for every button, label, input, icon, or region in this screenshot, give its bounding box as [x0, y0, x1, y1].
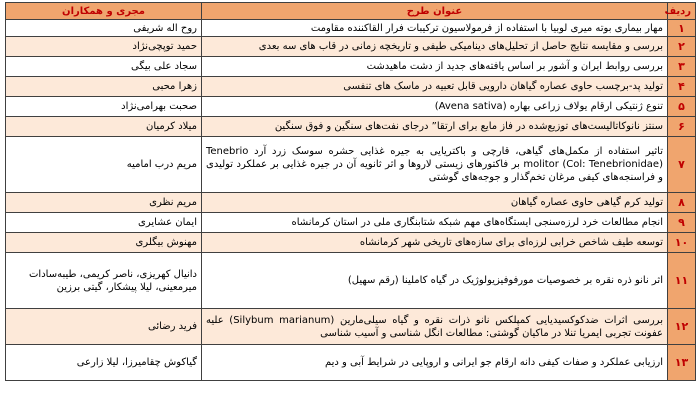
row-title: مهار بیماری بوته میری لوبیا با استفاده از فرمولاسیون ترکیبات فرار القاکننده مقاومت — [202, 20, 668, 37]
header-title: عنوان طرح — [202, 3, 668, 20]
table-row — [6, 253, 696, 309]
row-team: ایمان عشایری — [6, 213, 202, 233]
table-row — [6, 345, 696, 381]
row-num: ۵ — [668, 97, 696, 117]
table-header-row — [6, 3, 696, 20]
projects-table-container — [5, 2, 695, 381]
row-num: ۹ — [668, 213, 696, 233]
table-row — [6, 37, 696, 57]
row-team: مریم درب امامیه — [6, 137, 202, 193]
row-title: تاثیر استفاده از مکمل‌های گیاهی، قارچی و باکتریایی به جیره غذایی حشره سوسک زرد آرد Tenebrio molitor (Col: Tenebrionidae) بر فاکتورهای زیستی لاروها و اثر ثانویه آن در جیره غذایی بر عملکرد تولیدی و فراسنجه‌های کیفی مرغان تخم‌گذار و جوجه‌های گوشتی — [202, 137, 668, 193]
row-num: ۴ — [668, 77, 696, 97]
row-num: ۶ — [668, 117, 696, 137]
row-team: دانیال کهریزی، ناصر کریمی، طیبه‌سادات میرمعینی، لیلا پیشکار، گیتی برزین — [6, 253, 202, 309]
row-num: ۱۲ — [668, 309, 696, 345]
row-team: حمید توپچی‌نژاد — [6, 37, 202, 57]
table-row — [6, 117, 696, 137]
row-team: مریم نظری — [6, 193, 202, 213]
row-team: زهرا محبی — [6, 77, 202, 97]
row-team: سجاد علی بیگی — [6, 57, 202, 77]
row-team: صحبت بهرامی‌نژاد — [6, 97, 202, 117]
row-title: بررسی اثرات ضدکوکسیدیایی کمپلکس نانو ذرات نقره و گیاه سیلی‌مارین (Silybum marianum) علیه عفونت تجربی ایمریا تنلا در ماکیان گوشتی: مطالعات انگل شناسی و آسیب شناسی — [202, 309, 668, 345]
row-num: ۱۱ — [668, 253, 696, 309]
row-team: میلاد کرمیان — [6, 117, 202, 137]
table-row — [6, 137, 696, 193]
row-title: تنوع ژنتیکی ارقام یولاف زراعی بهاره (Avena sativa) — [202, 97, 668, 117]
header-team: مجری و همکاران — [6, 3, 202, 20]
row-num: ۸ — [668, 193, 696, 213]
table-row — [6, 57, 696, 77]
table-row — [6, 77, 696, 97]
row-num: ۷ — [668, 137, 696, 193]
header-num: ردیف — [668, 3, 696, 20]
table-row — [6, 97, 696, 117]
row-title: بررسی و مقایسه نتایج حاصل از تحلیل‌های دینامیکی طیفی و تاریخچه زمانی در قاب های سه بعدی — [202, 37, 668, 57]
row-num: ۱۳ — [668, 345, 696, 381]
table-row — [6, 193, 696, 213]
table-row — [6, 233, 696, 253]
row-num: ۱۰ — [668, 233, 696, 253]
row-team: گیاکوش چقامیرزا، لیلا زارعی — [6, 345, 202, 381]
row-title: اثر نانو ذره نقره بر خصوصیات مورفوفیزیولوژیک در گیاه کاملینا (رقم سهیل) — [202, 253, 668, 309]
row-title: بررسی روابط ایران و آشور بر اساس یافته‌های جدید از دشت ماهیدشت — [202, 57, 668, 77]
table-row — [6, 213, 696, 233]
table-row — [6, 309, 696, 345]
row-title: انجام مطالعات خرد لرزه‌سنجی ایستگاه‌های مهم شبکه شتابنگاری ملی در استان کرمانشاه — [202, 213, 668, 233]
row-title: تولید پد-برچسب حاوی عصاره گیاهان دارویی قابل تعبیه در ماسک های تنفسی — [202, 77, 668, 97]
row-title: سنتز نانوکاتالیست‌های توزیع‌شده در فاز مایع برای ارتقا” درجای نفت‌های سنگین و فوق سنگین — [202, 117, 668, 137]
table-row — [6, 20, 696, 37]
row-team: مهنوش بیگلری — [6, 233, 202, 253]
row-title: ارزیابی عملکرد و صفات کیفی دانه ارقام جو ایرانی و اروپایی در شرایط آبی و دیم — [202, 345, 668, 381]
row-title: تولید کرم گیاهی حاوی عصاره گیاهان — [202, 193, 668, 213]
row-team: فرید رضائی — [6, 309, 202, 345]
row-title: توسعه طیف شاخص خرابی لرزه‌ای برای سازه‌های تاریخی شهر کرمانشاه — [202, 233, 668, 253]
row-num: ۱ — [668, 20, 696, 37]
row-num: ۲ — [668, 37, 696, 57]
row-num: ۳ — [668, 57, 696, 77]
projects-table — [5, 2, 696, 381]
row-team: روح اله شریفی — [6, 20, 202, 37]
